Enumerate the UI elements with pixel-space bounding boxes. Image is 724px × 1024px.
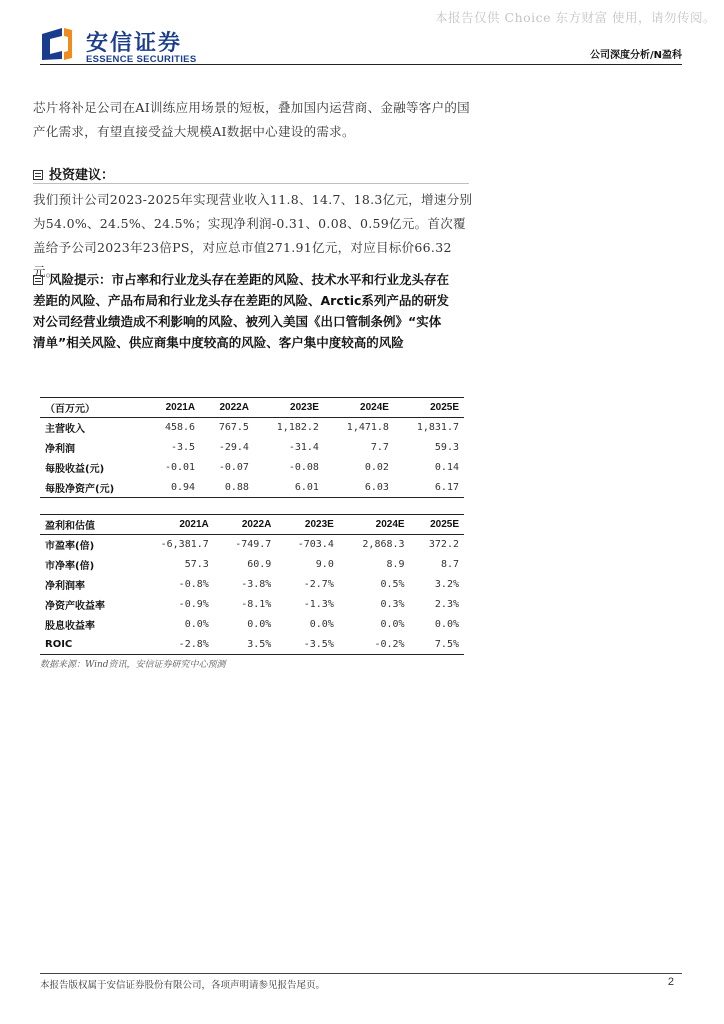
table-cell: -0.2% (374, 638, 405, 650)
footer-disclaimer: 本报告版权属于安信证券股份有限公司，各项声明请参见报告尾页。 (40, 980, 326, 991)
table-header-row (40, 515, 464, 535)
table-header-cell: 2025E (430, 402, 459, 413)
intro-paragraph: 芯片将补足公司在AI训练应用场景的短板，叠加国内运营商、金融等客户的国产化需求，有望直接受益大规模AI数据中心建设的需求。 (33, 100, 470, 139)
data-source-note: 数据来源：Wind资讯，安信证券研究中心预测 (40, 660, 226, 670)
row-label: 市净率(倍) (45, 561, 95, 572)
table-row (40, 458, 464, 478)
investment-paragraph: 我们预计公司2023-2025年实现营业收入11.8、14.7、18.3亿元，增速分别为54.0%、24.5%、24.5%；实现净利润-0.31、0.08、0.59亿元。首次覆盖给予公司2023年23倍PS，对应总市值271.91亿元，对应目标价66.32元。 (33, 192, 473, 279)
table-cell: -29.4 (218, 442, 249, 453)
watermark-text: 本报告仅供 Choice 东方财富 使用，请勿传阅。 (435, 10, 716, 25)
table-row (40, 615, 464, 635)
table-header-cell: 盈利和估值 (45, 521, 95, 532)
logo-chinese-name: 安信证券 (86, 31, 183, 56)
risk-text: 市占率和行业龙头存在差距的风险、技术水平和行业龙头存在差距的风险、产品布局和行业龙头存在差距的风险、Arctic系列产品的研发对公司经营业绩造成不利影响的风险、被列入美国《出口管制条例》“实体清单”相关风险、供应商集中度较高的风险、客户集中度较高的风险 (33, 272, 450, 350)
table-cell: 3.2% (434, 579, 459, 590)
table-cell: 7.7 (370, 442, 389, 453)
table-cell: 0.0% (247, 619, 272, 630)
table-cell: -2.8% (178, 638, 209, 650)
page-number: 2 (667, 976, 674, 988)
footer-divider (40, 973, 682, 974)
table-cell: -8.1% (241, 599, 272, 610)
table-cell: 60.9 (247, 559, 272, 570)
table-cell: -1.3% (303, 599, 334, 610)
table-cell: 0.0% (309, 619, 334, 630)
risk-section (33, 269, 453, 353)
table-cell: 7.5% (434, 638, 459, 650)
row-label: 每股净资产(元) (45, 483, 115, 495)
table-cell: 3.5% (247, 638, 272, 650)
table-cell: 0.0% (380, 619, 405, 630)
row-label: 每股收益(元) (45, 464, 105, 475)
list-icon (33, 275, 43, 285)
header-divider (40, 64, 682, 65)
row-label: 市盈率(倍) (45, 541, 95, 553)
table-cell: -749.7 (235, 539, 272, 551)
table-row (40, 478, 464, 498)
table-cell: 0.94 (170, 481, 196, 493)
table-cell: 0.14 (434, 462, 459, 473)
table-header-cell: 2025E (430, 519, 459, 530)
table-cell: 8.7 (440, 559, 459, 570)
table-header-cell: 2024E (375, 519, 405, 530)
valuation-table (40, 514, 464, 655)
table-cell: 372.2 (428, 539, 459, 551)
table-cell: 6.03 (364, 481, 389, 493)
table-cell: -0.9% (178, 599, 209, 610)
risk-heading-text: 风险提示： (49, 272, 112, 287)
table-row (40, 595, 464, 615)
table-header-cell: 2022A (241, 519, 272, 530)
table-cell: 8.9 (386, 559, 405, 570)
table-cell: 0.02 (364, 462, 389, 473)
list-icon (33, 170, 43, 180)
table-cell: 1,182.2 (276, 422, 319, 434)
table-cell: 0.5% (380, 579, 405, 590)
table-cell: 6.01 (294, 481, 319, 493)
table-cell: 2.3% (434, 599, 459, 610)
table-header-cell: 2024E (360, 402, 389, 413)
table-header-cell: 2023E (304, 519, 334, 530)
table-row (40, 575, 464, 595)
section-divider (33, 183, 469, 184)
table-row (40, 438, 464, 458)
table-header-cell: 2023E (290, 402, 319, 413)
table-cell: 57.3 (184, 559, 209, 570)
table-header-cell: 2021A (179, 519, 209, 530)
table-cell: 0.88 (224, 481, 249, 493)
table-cell: -6,381.7 (160, 539, 209, 551)
financial-summary-table (40, 397, 464, 498)
table-cell: -3.5% (303, 638, 334, 650)
table-header-cell: 2021A (165, 402, 196, 413)
logo-mark-icon (40, 26, 74, 62)
table-cell: 1,471.8 (346, 422, 389, 434)
table-header-cell: 2022A (219, 402, 249, 413)
table-row (40, 535, 464, 555)
table-cell: 767.5 (218, 422, 249, 434)
report-type-label: 公司深度分析/N盈科 (589, 50, 682, 61)
table-cell: -31.4 (288, 442, 319, 453)
table-cell: 0.3% (380, 599, 405, 610)
table-cell: 6.17 (434, 481, 459, 493)
row-label: 净利润率 (45, 581, 85, 592)
table-cell: 1,831.7 (416, 422, 459, 434)
logo-english-name: ESSENCE SECURITIES (86, 54, 197, 65)
table-row (40, 555, 464, 575)
table-cell: -0.01 (164, 462, 196, 473)
table-cell: -2.7% (303, 579, 334, 590)
table-cell: -3.5 (170, 442, 196, 453)
row-label: 净资产收益率 (45, 601, 105, 612)
table-cell: 2,868.3 (362, 539, 405, 551)
table-cell: 0.0% (184, 619, 209, 630)
table-cell: 0.0% (434, 619, 459, 630)
row-label: ROIC (45, 638, 73, 650)
table-header-row (40, 398, 464, 418)
table-row (40, 635, 464, 655)
investment-heading-text: 投资建议： (49, 168, 115, 183)
table-cell: -3.8% (241, 579, 272, 590)
investment-heading (33, 164, 114, 183)
table-cell: -0.8% (178, 579, 209, 590)
table-cell: -703.4 (297, 539, 334, 551)
table-header-cell: （百万元） (45, 404, 95, 415)
row-label: 净利润 (45, 444, 75, 455)
table-cell: 59.3 (434, 442, 459, 453)
row-label: 主营收入 (45, 424, 85, 436)
table-cell: -0.08 (288, 462, 319, 473)
table-cell: 458.6 (164, 422, 196, 434)
row-label: 股息收益率 (45, 621, 95, 632)
table-row (40, 418, 464, 438)
table-cell: -0.07 (218, 462, 249, 473)
table-cell: 9.0 (315, 559, 334, 570)
